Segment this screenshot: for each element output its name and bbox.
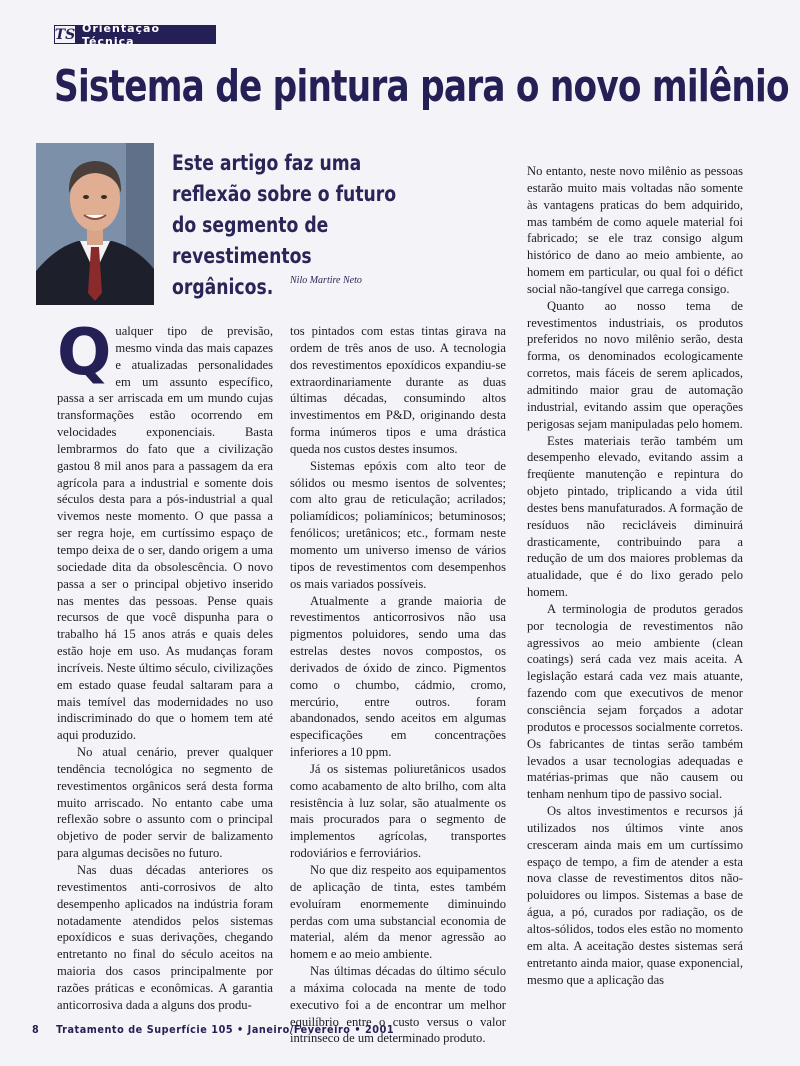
drop-cap: Q [57, 316, 112, 390]
paragraph: No que diz respeito aos equipamentos de aplicação de tinta, estes também evoluíram enormemente diminuindo perdas com uma substancial economia de material, além da menor agressão ao homem e ao meio ambiente. [290, 863, 506, 962]
paragraph: ualquer tipo de previsão, mesmo vinda das mais capazes e atualizadas personalidades em um assunto específico, passa a ser arriscada em um mundo cujas transformações estão ocorrendo em velocidades exponenciais. Basta lembrarmos do fato que a civilização gastou 8 mil anos para a passagem da era agrícola para a industrial e somente dois séculos desta para a pós-industrial a qual vivemos neste momento. O que passa a ser regra hoje, em curtíssimo espaço de tempo deixa de o ser, dando origem a uma sociedade dita da obsolescência. O novo passa a ser o principal objetivo inserido nas mentes das pessoas. Pense quais recursos de que você dispunha para o trabalho há 15 anos atrás e quais deles estão hoje em uso. As mudanças foram incríveis. Neste último século, civilizações em estado quase feudal saltaram para a mais temível das modernidades no uso indiscriminado do que o homem tem até aqui produzido. [57, 324, 273, 743]
text-column-1 [57, 316, 273, 1014]
paragraph: Os altos investimentos e recursos já utilizados nos últimos vinte anos cresceram ainda mais em um curtíssimo espaço de tempo, a fim de atender a esta nova classe de revestimentos ditos não-poluidores ou limpos. Sistemas a base de água, a pó, curados por radiação, os de altos-sólidos, todos eles estão no momento em alta. A aceitação destes sistemas será entretanto ainda maior, quase exponencial, mesmo que a aplicação das [527, 804, 743, 987]
paragraph: Já os sistemas poliuretânicos usados como acabamento de alto brilho, com alta resistência à luz solar, são atualmente os mais procurados para o segmento de implementos agrícolas, transportes rodoviários e ferroviários. [290, 761, 506, 861]
page-number: 8 [32, 1024, 40, 1036]
section-tag [54, 21, 216, 48]
section-label: Orientação Técnica [82, 21, 161, 48]
publication-info: Tratamento de Superfície 105 • Janeiro/Fevereiro • 2001 [56, 1024, 395, 1036]
article-author: Nilo Martire Neto [290, 275, 362, 286]
text-column-3 [527, 163, 743, 988]
paragraph: Estes materiais terão também um desempenho elevado, evitando assim a freqüente manutenção e repintura do objeto pintado, triplicando a vida útil destes bens manufaturados. A formação de resíduos não recicláveis diminuirá drasticamente, contribuindo para a redução de um dos maiores problemas da atualidade, que é do lixo gerado pelo homem. [527, 433, 743, 600]
author-photo [36, 143, 154, 305]
page-footer [32, 1024, 400, 1036]
article-title: Sistema de pintura para o novo milênio [54, 61, 789, 112]
magazine-logo: TS [54, 26, 76, 43]
paragraph: tos pintados com estas tintas girava na ordem de três anos de uso. A tecnologia dos revestimentos epoxídicos expandiu-se extraordinariamente durante as duas últimas décadas, consumindo altos investimentos em P&D, originando desta forma inúmeros tipos e uma drástica queda nos custos destes insumos. [290, 324, 506, 456]
paragraph: No entanto, neste novo milênio as pessoas estarão muito mais voltadas não somente às vantagens praticas do bem adquirido, mas também de como aquele material foi fabricado; se ele traz consigo algum histórico de dano ao meio ambiente, ao homem em particular, ou qual foi o défict social não-tangível que carrega consigo. [527, 164, 743, 296]
paragraph: Atualmente a grande maioria de revestimentos anticorrosivos não usa pigmentos poluidores, sendo uma das estrelas destes novos compostos, os derivados de óxido de zinco. Pigmentos como o chumbo, cádmio, cromo, mercúrio, entre outros. foram abandonados, sendo aceitos em algumas especificações em concentrações inferiores a 10 ppm. [290, 593, 506, 760]
paragraph: Nas últimas décadas do último século a máxima colocada na mente de todo executivo foi a de encontrar um melhor equilíbrio entre o custo versus o valor intrínseco de um determinado produto. [290, 964, 506, 1046]
article-intro: Este artigo faz uma reflexão sobre o futuro do segmento de revestimentos orgânicos. [172, 151, 397, 299]
paragraph: Sistemas epóxis com alto teor de sólidos ou mesmo isentos de solventes; com alto grau de reticulação; acrilados; poliamídicos; poliamínicos; betuminosos; fenólicos; uretânicos; etc., formam neste momento um universo imenso de vários tipos de revestimentos com desempenhos os mais variados possíveis. [290, 458, 506, 591]
paragraph: A terminologia de produtos gerados por tecnologia de revestimentos não agressivos ao meio ambiente (clean coatings) será cada vez mais aceita. A legislação estará cada vez mais atuante, fazendo com que executivos de menor consciência sejam forçados a adotar produtos e processos socialmente corretos. Os fabricantes de tintas serão também levados a usar tecnologias adequadas e matérias-primas que não causem ou tenham nenhum tipo de passivo social. [527, 601, 743, 802]
text-column-2 [290, 323, 506, 1047]
paragraph: No atual cenário, prever qualquer tendência tecnológica no segmento de revestimentos orgânicos será desta forma muito arriscado. No entanto cabe uma reflexão sobre o assunto com o principal objetivo de poder servir de balizamento para algumas decisões no futuro. [57, 745, 273, 861]
paragraph: Quanto ao nosso tema de revestimentos industriais, os produtos preferidos no novo milênio serão, desta forma, os denominados ecologicamente corretos, mais fáceis de serem aplicados, admitindo maior grau de automação industrial, evitando assim que operações perigosas sejam manipuladas pelo homem. [527, 298, 743, 431]
paragraph: Nas duas décadas anteriores os revestimentos anti-corrosivos de alto desempenho aplicados na indústria foram notadamente atendidos pelos sistemas epoxídicos e suas derivações, chegando entretanto no final do século aceitos na maioria dos casos principalmente por razões práticas e econômicas. A garantia anticorrosiva dada a alguns dos produ- [57, 863, 273, 1012]
